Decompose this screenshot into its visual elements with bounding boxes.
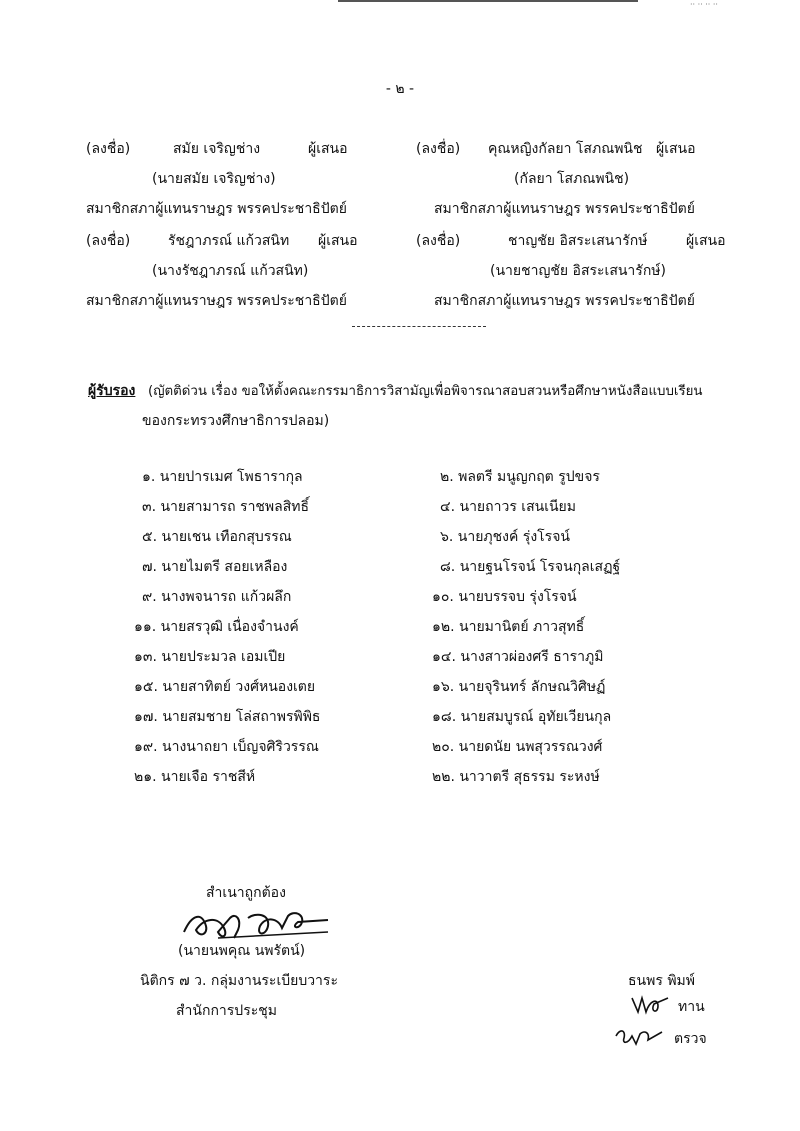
top-marks: ·· ·· ·· ·· [690, 0, 718, 9]
endorser-7: ๗. นายไมตรี สอยเหลือง [142, 559, 288, 575]
proposer-3-full-name: (นางรัชฎาภรณ์ แก้วสนิท) [152, 263, 309, 279]
endorser-10: ๑๐. นายบรรจบ รุ่งโรจน์ [432, 589, 577, 605]
endorser-22: ๒๒. นาวาตรี สุธรรม ระหงษ์ [432, 769, 600, 785]
endorser-8: ๘. นายฐนโรจน์ โรจนกุลเสฏฐ์ [440, 559, 621, 575]
proofread-label: ทาน [678, 999, 705, 1015]
endorser-9: ๙. นางพจนารถ แก้วผลึก [142, 589, 292, 605]
proposer-2-full-name: (กัลยา โสภณพนิช) [514, 171, 630, 187]
proposer-3-position: สมาชิกสภาผู้แทนราษฎร พรรคประชาธิปัตย์ [86, 293, 347, 309]
proposer-4-position: สมาชิกสภาผู้แทนราษฎร พรรคประชาธิปัตย์ [434, 293, 695, 309]
endorser-15: ๑๕. นายสาทิตย์ วงศ์หนองเตย [134, 679, 316, 695]
proposer-2-role: ผู้เสนอ [656, 141, 696, 157]
proposer-2-position: สมาชิกสภาผู้แทนราษฎร พรรคประชาธิปัตย์ [434, 201, 695, 217]
endorsement-line-1: (ญัตติด่วน เรื่อง ขอให้ตั้งคณะกรรมาธิการวิสามัญเพื่อพิจารณาสอบสวนหรือศึกษาหนังสือแบบเรียน [148, 384, 703, 399]
certifier-position: นิติกร ๗ ว. กลุ่มงานระเบียบวาระ [140, 973, 338, 989]
endorsement-label: ผู้รับรอง [88, 383, 136, 399]
endorser-3: ๓. นายสามารถ ราชพลสิทธิ์ [142, 499, 310, 515]
endorser-21: ๒๑. นายเจือ ราชสีห์ [134, 769, 256, 785]
endorser-12: ๑๒. นายมานิตย์ ภาวสุทธิ์ [432, 619, 585, 635]
proposer-1-role: ผู้เสนอ [308, 141, 348, 157]
endorser-16: ๑๖. นายจุรินทร์ ลักษณวิศิษฏ์ [432, 679, 606, 695]
endorser-5: ๕. นายเชน เทือกสุบรรณ [142, 529, 292, 545]
endorser-19: ๑๙. นางนาถยา เบ็ญจศิริวรรณ [134, 739, 319, 755]
certified-copy-label: สำเนาถูกต้อง [206, 885, 286, 901]
endorser-4: ๔. นายถาวร เสนเนียม [440, 499, 576, 515]
endorser-11: ๑๑. นายสรวุฒิ เนื่องจำนงค์ [134, 619, 299, 635]
checked-label: ตรวจ [674, 1031, 707, 1047]
proposer-4-name: ชาญชัย อิสระเสนารักษ์ [508, 233, 648, 249]
certifier-name: (นายนพคุณ นพรัตน์) [178, 943, 306, 959]
proposer-4-sign-label: (ลงชื่อ) [416, 233, 461, 249]
proposer-1-name: สมัย เจริญช่าง [173, 141, 261, 157]
endorser-20: ๒๐. นายดนัย นพสุวรรณวงศ์ [432, 739, 603, 755]
proposer-3-role: ผู้เสนอ [318, 233, 358, 249]
endorser-6: ๖. นายภุชงค์ รุ่งโรจน์ [440, 529, 570, 545]
endorser-2: ๒. พลตรี มนูญกฤต รูปขจร [440, 469, 600, 485]
proposer-4-full-name: (นายชาญชัย อิสระเสนารักษ์) [490, 263, 666, 279]
endorsement-line-2: ของกระทรวงศึกษาธิการปลอม) [142, 413, 330, 429]
endorser-18: ๑๘. นายสมบูรณ์ อุทัยเวียนกุล [432, 709, 612, 725]
handwritten-signature [178, 908, 338, 944]
proposer-4-role: ผู้เสนอ [686, 233, 726, 249]
proposer-1-full-name: (นายสมัย เจริญช่าง) [152, 171, 276, 187]
endorser-17: ๑๗. นายสมชาย โล่สถาพรพิพิธ [134, 709, 321, 725]
endorser-14: ๑๔. นางสาวผ่องศรี ธาราภูมิ [432, 649, 604, 665]
proposer-3-name: รัชฎาภรณ์ แก้วสนิท [168, 233, 290, 249]
top-border-line [338, 0, 638, 2]
proposer-3-sign-label: (ลงชื่อ) [86, 233, 131, 249]
proposer-1-position: สมาชิกสภาผู้แทนราษฎร พรรคประชาธิปัตย์ [86, 201, 347, 217]
proofread-initials [628, 992, 672, 1016]
separator-line [352, 326, 486, 327]
proposer-1-sign-label: (ลงชื่อ) [86, 141, 131, 157]
certifier-office: สำนักการประชุม [176, 1003, 277, 1019]
signature-scribble-icon [178, 908, 338, 944]
proposer-2-name: คุณหญิงกัลยา โสภณพนิช [488, 141, 643, 157]
initials-scribble-icon [612, 1024, 666, 1048]
endorser-1: ๑. นายปารเมศ โพธารากุล [142, 469, 303, 485]
checked-initials [612, 1024, 666, 1048]
initials-scribble-icon [628, 992, 672, 1016]
typed-by: ธนพร พิมพ์ [628, 973, 695, 989]
endorser-13: ๑๓. นายประมวล เอมเปีย [134, 649, 286, 665]
proposer-2-sign-label: (ลงชื่อ) [416, 141, 461, 157]
page-number: - ๒ - [385, 81, 415, 97]
